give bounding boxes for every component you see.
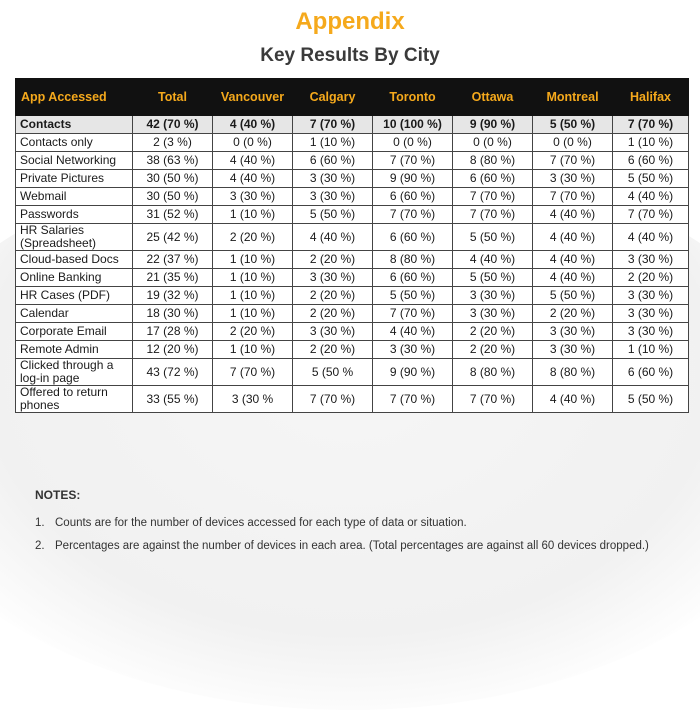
value-cell: 9 (90 %) [373,359,453,386]
value-cell: 3 (30 %) [533,170,613,188]
table-row [16,116,689,134]
table-row [16,134,689,152]
value-cell: 7 (70 %) [373,305,453,323]
value-cell: 6 (60 %) [373,269,453,287]
column-header-halifax: Halifax [613,79,689,116]
value-cell: 9 (90 %) [373,170,453,188]
value-cell: 3 (30 %) [613,287,689,305]
value-cell: 7 (70 %) [453,206,533,224]
value-cell: 2 (20 %) [293,305,373,323]
value-cell: 4 (40 %) [533,224,613,251]
value-cell: 1 (10 %) [613,341,689,359]
row-label-cell: Calendar [16,305,133,323]
note-text: Percentages are against the number of devices in each area. (Total percentages are against all 60 devices dropped.) [55,540,649,552]
table-row [16,359,689,386]
column-header-vancouver: Vancouver [213,79,293,116]
value-cell: 10 (100 %) [373,116,453,134]
value-cell: 3 (30 % [213,386,293,413]
note-number: 2. [35,540,45,552]
value-cell: 3 (30 %) [453,287,533,305]
note-item [35,540,675,553]
value-cell: 21 (35 %) [133,269,213,287]
value-cell: 0 (0 %) [373,134,453,152]
note-number: 1. [35,517,45,529]
value-cell: 2 (20 %) [453,323,533,341]
value-cell: 3 (30 %) [373,341,453,359]
row-label-cell: Private Pictures [16,170,133,188]
value-cell: 5 (50 % [293,359,373,386]
value-cell: 3 (30 %) [293,188,373,206]
value-cell: 5 (50 %) [533,116,613,134]
row-label-cell: Contacts [16,116,133,134]
value-cell: 3 (30 %) [293,323,373,341]
value-cell: 25 (42 %) [133,224,213,251]
value-cell: 7 (70 %) [533,188,613,206]
value-cell: 0 (0 %) [213,134,293,152]
value-cell: 4 (40 %) [533,206,613,224]
value-cell: 18 (30 %) [133,305,213,323]
value-cell: 7 (70 %) [533,152,613,170]
value-cell: 4 (40 %) [533,269,613,287]
row-label-cell: HR Cases (PDF) [16,287,133,305]
value-cell: 5 (50 %) [613,386,689,413]
value-cell: 3 (30 %) [213,188,293,206]
row-label-cell: Offered to return phones [16,386,133,413]
value-cell: 3 (30 %) [613,323,689,341]
table-row [16,152,689,170]
row-label-cell: Clicked through a log-in page [16,359,133,386]
value-cell: 0 (0 %) [453,134,533,152]
table-row [16,188,689,206]
value-cell: 3 (30 %) [293,269,373,287]
table-row [16,323,689,341]
value-cell: 7 (70 %) [613,116,689,134]
value-cell: 33 (55 %) [133,386,213,413]
page-subtitle: Key Results By City [260,45,440,66]
column-header-montreal: Montreal [533,79,613,116]
value-cell: 5 (50 %) [373,287,453,305]
value-cell: 7 (70 %) [453,386,533,413]
row-label-cell: Passwords [16,206,133,224]
value-cell: 4 (40 %) [213,170,293,188]
value-cell: 4 (40 %) [613,224,689,251]
table-row [16,170,689,188]
value-cell: 7 (70 %) [293,116,373,134]
column-header-calgary: Calgary [293,79,373,116]
value-cell: 30 (50 %) [133,170,213,188]
value-cell: 2 (20 %) [293,251,373,269]
value-cell: 2 (20 %) [293,341,373,359]
table-header-row [16,79,689,116]
value-cell: 3 (30 %) [453,305,533,323]
value-cell: 4 (40 %) [533,386,613,413]
value-cell: 38 (63 %) [133,152,213,170]
value-cell: 4 (40 %) [533,251,613,269]
value-cell: 3 (30 %) [613,251,689,269]
value-cell: 1 (10 %) [293,134,373,152]
value-cell: 9 (90 %) [453,116,533,134]
value-cell: 5 (50 %) [293,206,373,224]
value-cell: 4 (40 %) [213,152,293,170]
column-header-ottawa: Ottawa [453,79,533,116]
value-cell: 8 (80 %) [453,359,533,386]
notes-section [35,488,675,563]
row-label-cell: HR Salaries (Spreadsheet) [16,224,133,251]
column-header-toronto: Toronto [373,79,453,116]
value-cell: 2 (20 %) [533,305,613,323]
value-cell: 43 (72 %) [133,359,213,386]
value-cell: 31 (52 %) [133,206,213,224]
table-row [16,251,689,269]
table-row [16,224,689,251]
value-cell: 2 (20 %) [213,224,293,251]
value-cell: 2 (20 %) [213,323,293,341]
value-cell: 6 (60 %) [373,224,453,251]
value-cell: 3 (30 %) [533,323,613,341]
value-cell: 7 (70 %) [293,386,373,413]
value-cell: 7 (70 %) [453,188,533,206]
value-cell: 7 (70 %) [613,206,689,224]
row-label-cell: Cloud-based Docs [16,251,133,269]
value-cell: 5 (50 %) [613,170,689,188]
table-row [16,305,689,323]
value-cell: 4 (40 %) [613,188,689,206]
value-cell: 4 (40 %) [213,116,293,134]
value-cell: 7 (70 %) [373,206,453,224]
page-title: Appendix [295,8,405,35]
value-cell: 5 (50 %) [533,287,613,305]
table-row [16,206,689,224]
value-cell: 2 (20 %) [613,269,689,287]
row-label-cell: Remote Admin [16,341,133,359]
value-cell: 6 (60 %) [293,152,373,170]
results-table [15,78,689,413]
value-cell: 8 (80 %) [533,359,613,386]
value-cell: 2 (20 %) [293,287,373,305]
value-cell: 8 (80 %) [373,251,453,269]
row-label-cell: Corporate Email [16,323,133,341]
value-cell: 5 (50 %) [453,224,533,251]
row-label-cell: Social Networking [16,152,133,170]
table-row [16,341,689,359]
value-cell: 22 (37 %) [133,251,213,269]
table-row [16,269,689,287]
value-cell: 7 (70 %) [213,359,293,386]
value-cell: 6 (60 %) [613,359,689,386]
value-cell: 2 (20 %) [453,341,533,359]
value-cell: 2 (3 %) [133,134,213,152]
notes-heading: NOTES: [35,488,81,502]
table-row [16,287,689,305]
value-cell: 6 (60 %) [453,170,533,188]
value-cell: 12 (20 %) [133,341,213,359]
value-cell: 1 (10 %) [213,287,293,305]
value-cell: 19 (32 %) [133,287,213,305]
value-cell: 4 (40 %) [453,251,533,269]
column-header-total: Total [133,79,213,116]
value-cell: 8 (80 %) [453,152,533,170]
value-cell: 6 (60 %) [613,152,689,170]
value-cell: 5 (50 %) [453,269,533,287]
value-cell: 6 (60 %) [373,188,453,206]
note-item [35,517,675,530]
note-text: Counts are for the number of devices accessed for each type of data or situation. [55,517,467,529]
value-cell: 1 (10 %) [613,134,689,152]
value-cell: 4 (40 %) [373,323,453,341]
value-cell: 1 (10 %) [213,305,293,323]
value-cell: 42 (70 %) [133,116,213,134]
row-label-cell: Webmail [16,188,133,206]
value-cell: 1 (10 %) [213,341,293,359]
value-cell: 1 (10 %) [213,206,293,224]
value-cell: 0 (0 %) [533,134,613,152]
value-cell: 7 (70 %) [373,152,453,170]
value-cell: 1 (10 %) [213,251,293,269]
value-cell: 30 (50 %) [133,188,213,206]
value-cell: 3 (30 %) [293,170,373,188]
value-cell: 7 (70 %) [373,386,453,413]
value-cell: 4 (40 %) [293,224,373,251]
value-cell: 1 (10 %) [213,269,293,287]
table-row [16,386,689,413]
table-body [16,116,689,413]
column-header-app-accessed: App Accessed [16,79,133,116]
value-cell: 17 (28 %) [133,323,213,341]
row-label-cell: Contacts only [16,134,133,152]
value-cell: 3 (30 %) [533,341,613,359]
value-cell: 3 (30 %) [613,305,689,323]
row-label-cell: Online Banking [16,269,133,287]
